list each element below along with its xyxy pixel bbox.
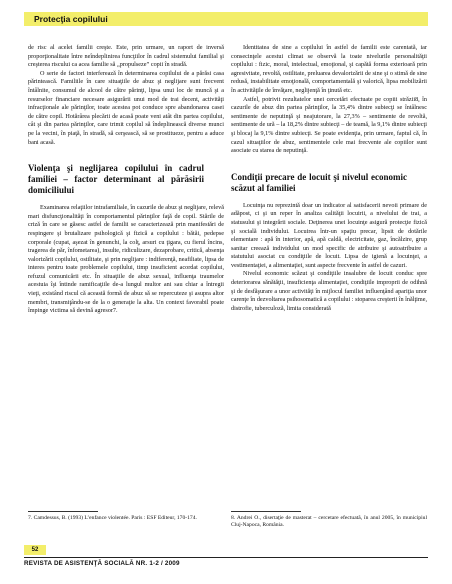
section-heading: Violenţa şi neglijarea copilului în cadrul familiei – factor determinant al părăsirii domiciliului [28,163,204,196]
paragraph: de risc al acelei familii creşte. Este, prin urmare, un raport de inversă proporţionalitate între neîndeplinirea funcţiilor în cadrul sistemului familial şi creşterea riscului ca acea familie să „propulseze” copii în stradă. [28,44,224,69]
paragraph: Astfel, potrivit rezultatelor unei cercetări efectuate pe copiii străzii8, în cazurile de abuz din partea părinţilor, la 35,4% dintre subiecţi se întâlnesc sentimente de neputinţă şi neajutorare, la 27,3% – sentimente de revoltă, sentimente de ură – la 18,2% dintre subiecţi – de teamă, la 9,1% dintre subiecţi şi blocaj la 9,1% dintre subiecţi. Se poate evidenţia, prin urmare, faptul că, în cazul situaţiilor de abuz, sentimentele cele mai frecvente ale copiilor sunt asociate cu starea de neputinţă. [231,95,427,155]
footnote-rule [231,511,301,512]
page-number: 52 [24,545,46,555]
section-title: Protecţia copilului [34,14,108,24]
paragraph: Identitatea de sine a copilului în astfel de familii este carentată, iar consecinţele acestui climat se observă la toate nivelurile personalităţii copilului : fizic, moral, intelectual, emoţional, şi capătă forma exterioară prin agresivitate, revoltă, ostilitate, preluarea devalorizării de sine şi o stimă de sine redusă, instabilitate emoţională, comportamentală şi valorică, lipsa mobilizării în activităţile de învăţare, neglijenţă în ţinută etc. [231,44,427,94]
paragraph: Nivelul economic scăzut şi condiţiile insalubre de locuit conduc spre deteriorarea sănătăţii, insuficienţa alimentaţiei, condiţiile improprii de odihnă şi de desfăşurare a unor activităţi în mijlocul familiei influenţând apariţia unor carenţe în dezvoltarea psihosomatică a copilului : stoparea creşterii în înălţime, distrofie, tuberculoză, limita considerată [231,270,427,312]
footnote-rule [28,511,98,512]
left-column [28,44,224,316]
footer-rule [24,557,428,558]
journal-title: REVISTA DE ASISTENŢĂ SOCIALĂ NR. 1-2 / 2009 [24,560,180,567]
footnote: 7. Camdessus, B. (1993) L’enfance violentée. Paris : ESF Editeur, 170-174. [28,515,197,521]
paragraph: Examinarea relaţiilor intrafamiliale, în cazurile de abuz şi neglijare, relevă mari disfuncţionalităţi în comportamentul părinţilor faţă de copil. Stările de criză în care se găsesc astfel de familii se caracterizează prin manifestări de respingere şi brutalizare psihologică şi fizică a copilului : bătăi, pedepse corporale (cupat, aşezat în genunchi, la colţ, arsuri cu ţigara, cu fierul încins, tragerea de păr, înfometarea), insulte, ridiculizare, dezaprobare, critică, absenţa valorizării copilului, ostilitate, şi prin neglijare : indiferenţă, neafiliate, lipsa de interes pentru toate problemele copilului, timp insuficient acordat copilului, refuzul comunicării etc. În situaţiile de abuz sexual, influenţa traumelor acestuia îşi întinde ramificaţiile de-a lungul multor ani sau chiar a întregii vieţi, existând riscul că această formă de abuz să se repercuteze şi asupra altor membri, transmiţându-se de la o generaţie la alta. Un context favorabil poate împinge victima să devină agresor7. [28,204,224,315]
section-heading: Condiţii precare de locuit şi nivelul economic scăzut al familiei [231,171,407,193]
footnote: 8. Andrei O., disertaţie de masterat – cercetare efectuată, în anul 2005, în municipiul Cluj-Napoca, România. [231,515,427,529]
paragraph: Locuinţa nu reprezintă doar un indicator al satisfacerii nevoii primare de adăpost, ci şi un reper în analiza calităţii locuirii, a nivelului de trai, a statusului şi integrării sociale. Deţinerea unei locuinţe asigură protecţie fizică şi socială individului. Locuirea într-un spaţiu precar, lipsit de dotările elementare : apă în interior, apă, apă caldă, electricitate, gaz, încălzire, grup sanitar creează individului un mod specific de atribuire şi autoatribuire a statutului asociat cu condiţiile de locuit. Lipsa de igienă a locuinţei, a vestimentaţiei, a alimentaţiei, sunt aspecte frecvente în astfel de cazuri. [231,201,427,269]
right-column [231,44,427,313]
paragraph: O serie de factori interferează în determinarea copilului de a părăsi casa părintească. Familiile în care situaţiile de abuz şi neglijare sunt frecvent întâlnite, consumul de alcool de către părinţi, lipsa unui loc de muncă şi a resurselor financiare necesare asigurării unui mod de trai decent, activităţi infracţionale ale părinţilor, toate acestea pot conduce spre abandonarea casei de către copil. Hotărârea plecării de acasă poate veni atât din partea copilului, cât şi din partea părinţilor, care trimit copilul să îndeplinească diverse munci pe la vecini, în piaţă, în stradă, să cerşească, să se prostitueze, pentru a aduce bani acasă. [28,69,224,146]
